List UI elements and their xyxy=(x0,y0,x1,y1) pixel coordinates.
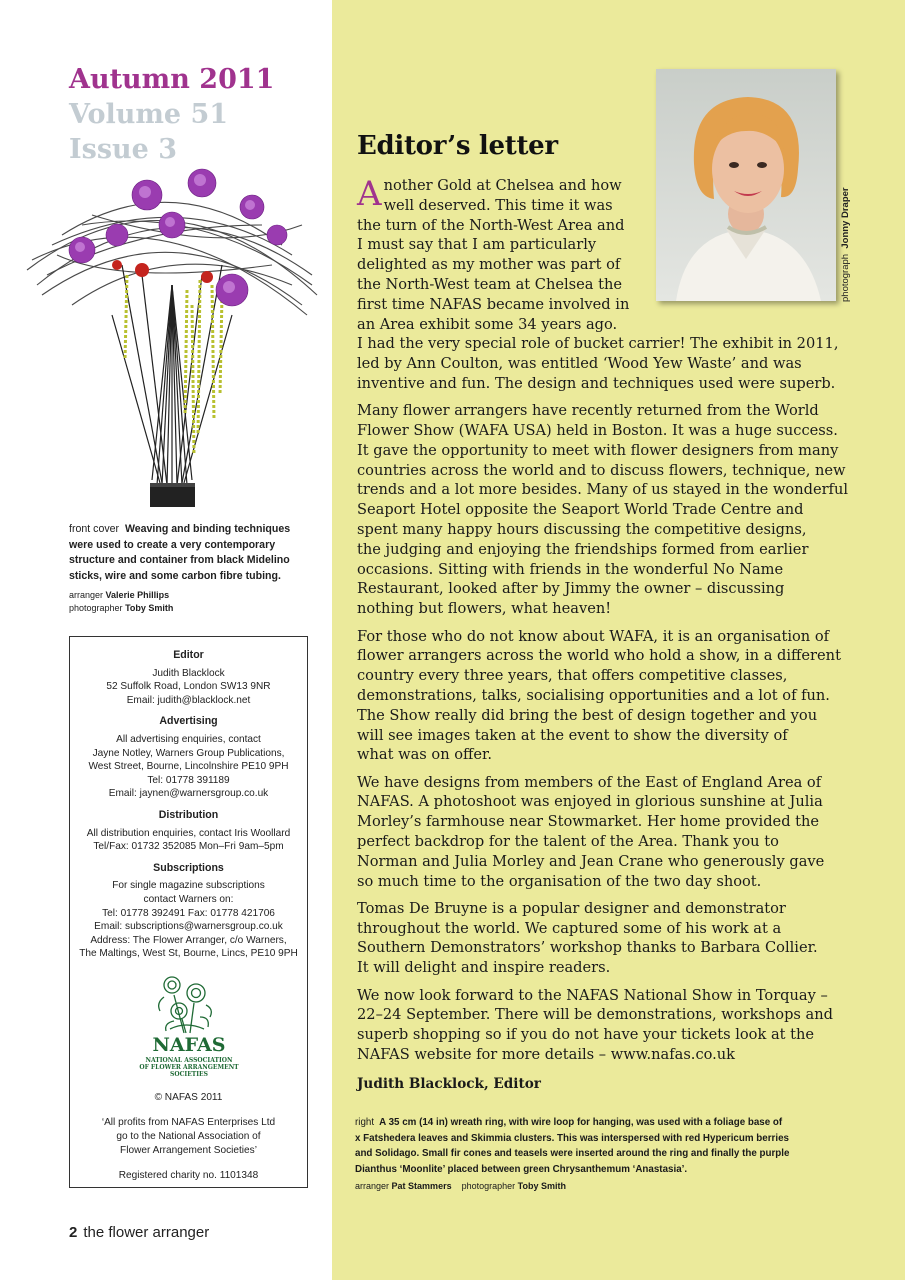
distribution-heading: Distribution xyxy=(158,808,219,821)
text-line: Southern Demonstrators’ workshop thanks to Barbara Collier. xyxy=(357,939,818,957)
subscriptions-heading: Subscriptions xyxy=(153,861,224,874)
page-footer xyxy=(69,1224,209,1241)
caption-label: right xyxy=(355,1117,375,1128)
text-line: throughout the world. We captured some of his work at a xyxy=(357,919,782,937)
logo-subtitle: NATIONAL ASSOCIATION xyxy=(144,1056,233,1064)
text-line: first time NAFAS became involved in xyxy=(357,295,630,313)
text-line: Flower Show (WAFA USA) held in Boston. It was a huge success. xyxy=(357,422,838,440)
wreath-caption xyxy=(355,1115,840,1195)
profits-note: ‘All profits from NAFAS Enterprises Ltd xyxy=(101,1117,276,1129)
text-line: will see images taken at the event to show the diversity of xyxy=(357,726,788,744)
text-line: well deserved. This time it was xyxy=(383,196,613,214)
logo-subtitle: OF FLOWER ARRANGEMENT xyxy=(138,1063,239,1071)
text-line: demonstrations, talks, socialising opportunities and a lot of fun. xyxy=(357,686,830,704)
text-line: the judging and enjoying the friendships formed from earlier xyxy=(357,540,809,558)
text-line: trends and a lot more besides. Many of us stayed in the wonderful xyxy=(357,481,849,499)
subscriptions-line: Tel: 01778 392491 Fax: 01778 421706 xyxy=(102,907,275,919)
magazine-title: the flower arranger xyxy=(83,1224,210,1241)
text-line: Tomas De Bruyne is a popular designer and demonstrator xyxy=(357,899,786,917)
article-title: Editor’s letter xyxy=(357,131,558,161)
editor-signoff: Judith Blacklock, Editor xyxy=(357,1075,541,1092)
paragraph-1 xyxy=(357,176,837,394)
text-line: Norman and Julia Morley and Jean Crane who generously gave xyxy=(357,852,825,870)
text-line: countries across the world and to discuss flowers, technique, new xyxy=(357,461,846,479)
issue-number: Issue 3 xyxy=(69,134,178,165)
text-line: led by Ann Coulton, was entitled ‘Wood Yew Waste’ and was xyxy=(357,355,802,373)
advertising-line: All advertising enquiries, contact xyxy=(116,733,261,745)
text-line: For those who do not know about WAFA, it is an organisation of xyxy=(357,627,830,645)
text-line: I had the very special role of bucket carrier! The exhibit in 2011, xyxy=(357,335,839,353)
photographer-label: photographer xyxy=(69,602,123,613)
photo-credit-label: photograph xyxy=(840,253,851,302)
text-line: superb shopping so if you do not have your tickets look at the xyxy=(357,1026,815,1044)
advertising-line: Jayne Notley, Warners Group Publications, xyxy=(92,747,285,759)
text-line: 22–24 September. There will be demonstrations, workshops and xyxy=(357,1006,833,1024)
text-line: perfect backdrop for the talent of the Area. Thank you to xyxy=(357,833,779,850)
page-number: 2 xyxy=(69,1224,78,1241)
caption-line: Dianthus ‘Moonlite’ placed between green Chrysanthemum ‘Anastasia’. xyxy=(355,1163,688,1175)
text-line: It will delight and inspire readers. xyxy=(357,959,611,977)
text-line: country every three years, that offers competitive classes, xyxy=(357,667,788,685)
nafas-logo xyxy=(134,971,244,1083)
paragraph-5 xyxy=(357,899,837,978)
caption-line: and Solidago. Small fir cones and teasels were inserted around the ring and finally the purple xyxy=(355,1148,790,1160)
editor-line: 52 Suffolk Road, London SW13 9NR xyxy=(106,681,271,693)
subscriptions-line: Address: The Flower Arranger, c/o Warners, xyxy=(90,934,287,946)
editor-heading: Editor xyxy=(173,649,204,661)
text-line: Morley’s farmhouse near Stowmarket. Her home provided the xyxy=(357,813,820,831)
subscriptions-line: contact Warners on: xyxy=(143,893,234,905)
charity-number: Registered charity no. 1101348 xyxy=(118,1170,259,1182)
text-line: The Show really did bring the best of design together and you xyxy=(357,706,818,724)
editor-line: Email: judith@blacklock.net xyxy=(126,694,251,706)
advertising-line: Email: jaynen@warnersgroup.co.uk xyxy=(108,788,269,800)
caption-line: A 35 cm (14 in) wreath ring, with wire loop for hanging, was used with a foliage base of xyxy=(379,1117,783,1128)
contact-info-box xyxy=(69,636,308,1188)
issue-volume: Volume 51 xyxy=(69,99,229,130)
logo-subtitle: SOCIETIES xyxy=(169,1070,208,1078)
text-line: Many flower arrangers have recently returned from the World xyxy=(357,402,819,420)
text-line: an Area exhibit some 34 years ago. xyxy=(357,315,618,333)
cover-caption-line: were used to create a very contemporary xyxy=(69,538,276,551)
text-line: NAFAS. A photoshoot was enjoyed in glorious sunshine at Julia xyxy=(357,793,823,811)
text-line: the turn of the North-West Area and xyxy=(357,216,625,234)
cover-caption-label: front cover xyxy=(69,523,120,535)
text-line: It gave the opportunity to meet with flower designers from many xyxy=(357,441,839,459)
issue-header xyxy=(69,62,274,167)
advertising-line: West Street, Bourne, Lincolnshire PE10 9PH xyxy=(88,761,289,773)
text-line: delighted as my mother was part of xyxy=(357,256,621,274)
subscriptions-line: For single magazine subscriptions xyxy=(112,880,265,892)
text-line: We now look forward to the NAFAS National Show in Torquay – xyxy=(357,986,828,1004)
paragraph-4 xyxy=(357,773,837,892)
text-line: I must say that I am particularly xyxy=(357,236,597,254)
arranger-name: Pat Stammers xyxy=(391,1181,452,1192)
text-line: NAFAS website for more details – www.nafas.co.uk xyxy=(357,1045,736,1063)
drop-cap: A xyxy=(357,174,382,214)
photographer-label: photographer xyxy=(461,1181,516,1192)
text-line: what was on offer. xyxy=(357,746,493,764)
arranger-name: Valerie Phillips xyxy=(105,590,170,600)
arranger-label: arranger xyxy=(355,1181,390,1192)
text-line: the North-West team at Chelsea the xyxy=(357,275,623,293)
issue-season: Autumn 2011 xyxy=(69,64,275,95)
text-line: We have designs from members of the East of England Area of xyxy=(357,773,822,791)
text-line: spent many happy hours discussing the competitive designs, xyxy=(357,521,807,539)
subscriptions-line: The Maltings, West St, Bourne, Lincs, PE10 9PH xyxy=(79,948,298,960)
paragraph-2 xyxy=(357,401,849,619)
photo-credit-name: Jonny Draper xyxy=(840,187,851,249)
photographer-name: Toby Smith xyxy=(517,1181,566,1192)
cover-caption-line: Weaving and binding techniques xyxy=(124,523,291,535)
paragraph-6 xyxy=(357,986,837,1065)
cover-caption xyxy=(69,522,309,614)
photographer-name: Toby Smith xyxy=(125,602,174,613)
profits-note: go to the National Association of xyxy=(116,1131,261,1143)
text-line: so much time to the organisation of the two day shoot. xyxy=(357,872,762,890)
text-line: nothing but flowers, what heaven! xyxy=(357,600,612,618)
text-line: inventive and fun. The design and techniques used were superb. xyxy=(357,374,836,392)
editor-line: Judith Blacklock xyxy=(152,667,225,679)
advertising-line: Tel: 01778 391189 xyxy=(147,774,230,786)
text-line: occasions. Sitting with friends in the wonderful No Name xyxy=(357,560,784,578)
caption-line: x Fatshedera leaves and Skimmia clusters. This was interspersed with red Hypericum berries xyxy=(355,1132,789,1144)
paragraph-3 xyxy=(357,627,841,766)
text-line: Seaport Hotel opposite the Seaport World Trade Centre and xyxy=(357,501,804,519)
text-line: nother Gold at Chelsea and how xyxy=(383,177,622,194)
arranger-label: arranger xyxy=(69,590,104,600)
photo-credit xyxy=(840,187,851,302)
distribution-line: All distribution enquiries, contact Iris Woollard xyxy=(86,827,291,839)
cover-caption-line: sticks, wire and some carbon fibre tubing. xyxy=(69,569,281,582)
cover-caption-line: structure and container from black Midelino xyxy=(69,554,290,566)
distribution-line: Tel/Fax: 01732 352085 Mon–Fri 9am–5pm xyxy=(93,841,284,853)
text-line: flower arrangers across the world who hold a show, in a different xyxy=(357,647,841,665)
copyright: © NAFAS 2011 xyxy=(154,1091,223,1103)
text-line: Restaurant, looked after by Jimmy the owner – discussing xyxy=(357,580,785,598)
cover-arrangement-image xyxy=(22,165,322,515)
profits-note: Flower Arrangement Societies’ xyxy=(120,1144,257,1156)
subscriptions-line: Email: subscriptions@warnersgroup.co.uk xyxy=(94,921,283,933)
logo-wordmark: NAFAS xyxy=(152,1033,225,1056)
advertising-heading: Advertising xyxy=(159,715,218,728)
